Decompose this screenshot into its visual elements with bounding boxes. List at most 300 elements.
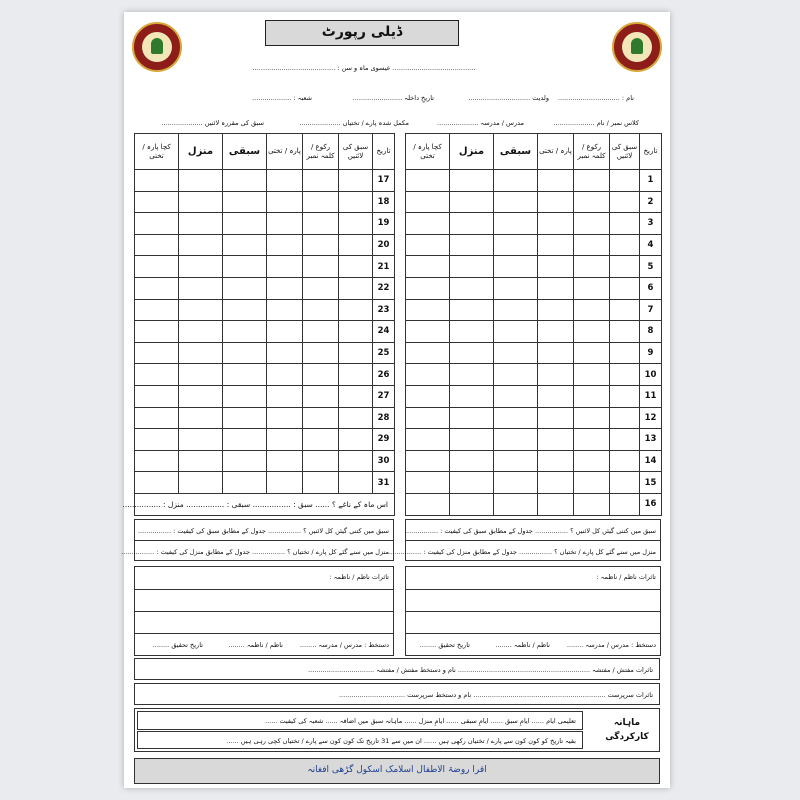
absence-row: اس ماہ کے ناغے ؟ ...... سبق : ................ سبقی : ................ منزل : ................ bbox=[135, 493, 395, 515]
day-number: 15 bbox=[640, 472, 662, 494]
table-row bbox=[135, 385, 395, 407]
table-row bbox=[406, 364, 662, 386]
monthly-label: ماہانہ کارکردگی bbox=[605, 718, 649, 742]
entry-cell[interactable] bbox=[574, 321, 610, 343]
table-row bbox=[135, 277, 395, 299]
entry-cell[interactable] bbox=[303, 170, 339, 192]
entry-cell[interactable] bbox=[610, 321, 640, 343]
entry-cell[interactable] bbox=[303, 450, 339, 472]
school-logo-right bbox=[612, 22, 662, 72]
entry-cell[interactable] bbox=[538, 364, 574, 386]
entry-cell[interactable] bbox=[450, 321, 494, 343]
entry-cell[interactable] bbox=[538, 191, 574, 213]
day-number: 21 bbox=[373, 256, 395, 278]
table-row bbox=[406, 191, 662, 213]
entry-cell[interactable] bbox=[494, 256, 538, 278]
entry-cell[interactable] bbox=[223, 213, 267, 235]
entry-cell[interactable] bbox=[450, 385, 494, 407]
table-row bbox=[135, 429, 395, 451]
monthly-line1-box bbox=[137, 711, 583, 730]
entry-cell[interactable] bbox=[135, 385, 179, 407]
head-remarks-right: تاثرات ناظم / ناظمہ : bbox=[596, 573, 656, 581]
entry-cell[interactable] bbox=[339, 213, 373, 235]
table-row bbox=[406, 170, 662, 192]
guardian-box bbox=[134, 683, 660, 705]
entry-cell[interactable] bbox=[179, 472, 223, 494]
entry-cell[interactable] bbox=[303, 472, 339, 494]
col-ruku: رکوع / کلمہ نمبر bbox=[574, 134, 610, 170]
sign-teacher-left: دستخط : مدرس / مدرسہ ........ bbox=[299, 641, 389, 649]
entry-cell[interactable] bbox=[574, 342, 610, 364]
entry-cell[interactable] bbox=[406, 234, 450, 256]
entry-cell[interactable] bbox=[267, 450, 303, 472]
entry-cell[interactable] bbox=[494, 429, 538, 451]
entry-cell[interactable] bbox=[406, 170, 450, 192]
day-number: 25 bbox=[373, 342, 395, 364]
table-row bbox=[406, 299, 662, 321]
entry-cell[interactable] bbox=[179, 385, 223, 407]
day-number: 13 bbox=[640, 429, 662, 451]
father-field: ولدیت .............................. bbox=[468, 94, 549, 102]
entry-cell[interactable] bbox=[538, 493, 574, 515]
entry-cell[interactable] bbox=[267, 342, 303, 364]
entry-cell[interactable] bbox=[494, 191, 538, 213]
entry-cell[interactable] bbox=[574, 429, 610, 451]
guardian-line: تاثرات سرپرست ................................................................ نام و دستخط سرپرست ................................ bbox=[338, 691, 653, 699]
monthly-box bbox=[134, 708, 660, 752]
day-number: 22 bbox=[373, 277, 395, 299]
entry-cell[interactable] bbox=[339, 191, 373, 213]
entry-cell[interactable] bbox=[494, 170, 538, 192]
entry-cell[interactable] bbox=[339, 407, 373, 429]
day-number: 27 bbox=[373, 385, 395, 407]
entry-cell[interactable] bbox=[267, 191, 303, 213]
entry-cell[interactable] bbox=[610, 493, 640, 515]
entry-cell[interactable] bbox=[450, 277, 494, 299]
table-row bbox=[135, 191, 395, 213]
day-number: 30 bbox=[373, 450, 395, 472]
entry-cell[interactable] bbox=[406, 450, 450, 472]
entry-cell[interactable] bbox=[223, 256, 267, 278]
school-name: اقرا روضۃ الاطفال اسلامک اسکول گڑھی افغانہ bbox=[307, 765, 487, 775]
year-month-field: ........................................ عیسوی ماہ و سن : ........................................ bbox=[252, 64, 476, 72]
entry-cell[interactable] bbox=[574, 472, 610, 494]
table-row bbox=[406, 472, 662, 494]
entry-cell[interactable] bbox=[450, 234, 494, 256]
entry-cell[interactable] bbox=[538, 299, 574, 321]
entry-cell[interactable] bbox=[538, 385, 574, 407]
table-row bbox=[406, 450, 662, 472]
entry-cell[interactable] bbox=[223, 321, 267, 343]
monthly-line2-box bbox=[137, 731, 583, 749]
entry-cell[interactable] bbox=[267, 321, 303, 343]
entry-cell[interactable] bbox=[406, 342, 450, 364]
entry-cell[interactable] bbox=[610, 429, 640, 451]
entry-cell[interactable] bbox=[450, 450, 494, 472]
notes-box-left bbox=[121, 519, 394, 561]
entry-cell[interactable] bbox=[303, 385, 339, 407]
entry-cell[interactable] bbox=[538, 234, 574, 256]
entry-cell[interactable] bbox=[223, 364, 267, 386]
entry-cell[interactable] bbox=[574, 407, 610, 429]
entry-cell[interactable] bbox=[406, 429, 450, 451]
entry-cell[interactable] bbox=[574, 493, 610, 515]
entry-cell[interactable] bbox=[267, 472, 303, 494]
completed-field: مکمل شدہ پارے / تختیاں .................... bbox=[299, 119, 409, 127]
table-row bbox=[406, 429, 662, 451]
entry-cell[interactable] bbox=[494, 321, 538, 343]
day-number: 26 bbox=[373, 364, 395, 386]
entry-cell[interactable] bbox=[538, 170, 574, 192]
entry-cell[interactable] bbox=[223, 450, 267, 472]
entry-cell[interactable] bbox=[406, 299, 450, 321]
entry-cell[interactable] bbox=[179, 429, 223, 451]
day-number: 17 bbox=[373, 170, 395, 192]
sign-examiner-right: تاریخ تحقیق ........ bbox=[419, 641, 470, 649]
entry-cell[interactable] bbox=[267, 213, 303, 235]
entry-cell[interactable] bbox=[223, 191, 267, 213]
entry-cell[interactable] bbox=[339, 429, 373, 451]
entry-cell[interactable] bbox=[494, 234, 538, 256]
col-date: تاریخ bbox=[373, 134, 395, 170]
entry-cell[interactable] bbox=[610, 299, 640, 321]
col-date: تاریخ bbox=[640, 134, 662, 170]
entry-cell[interactable] bbox=[494, 213, 538, 235]
entry-cell[interactable] bbox=[339, 299, 373, 321]
entry-cell[interactable] bbox=[135, 213, 179, 235]
table-row bbox=[135, 450, 395, 472]
entry-cell[interactable] bbox=[135, 191, 179, 213]
entry-cell[interactable] bbox=[135, 429, 179, 451]
entry-cell[interactable] bbox=[179, 364, 223, 386]
entry-cell[interactable] bbox=[610, 385, 640, 407]
entry-cell[interactable] bbox=[610, 450, 640, 472]
day-number: 12 bbox=[640, 407, 662, 429]
entry-cell[interactable] bbox=[406, 364, 450, 386]
table-row bbox=[135, 213, 395, 235]
sign-head-right: ناظم / ناظمہ ........ bbox=[495, 641, 550, 649]
entry-cell[interactable] bbox=[574, 299, 610, 321]
day-number: 16 bbox=[640, 493, 662, 515]
entry-cell[interactable] bbox=[610, 256, 640, 278]
entry-cell[interactable] bbox=[303, 342, 339, 364]
entry-cell[interactable] bbox=[179, 213, 223, 235]
day-number: 4 bbox=[640, 234, 662, 256]
sign-teacher-right: دستخط : مدرس / مدرسہ ........ bbox=[566, 641, 656, 649]
entry-cell[interactable] bbox=[303, 299, 339, 321]
col-ruku: رکوع / کلمہ نمبر bbox=[303, 134, 339, 170]
table-row bbox=[406, 407, 662, 429]
entry-cell[interactable] bbox=[450, 472, 494, 494]
entry-cell[interactable] bbox=[179, 299, 223, 321]
entry-cell[interactable] bbox=[450, 213, 494, 235]
entry-cell[interactable] bbox=[135, 299, 179, 321]
report-sheet bbox=[121, 12, 670, 788]
entry-cell[interactable] bbox=[223, 342, 267, 364]
table-row bbox=[135, 170, 395, 192]
remarks-box-left bbox=[134, 566, 394, 656]
entry-cell[interactable] bbox=[450, 342, 494, 364]
day-number: 20 bbox=[373, 234, 395, 256]
entry-cell[interactable] bbox=[135, 407, 179, 429]
entry-cell[interactable] bbox=[494, 493, 538, 515]
entry-cell[interactable] bbox=[179, 450, 223, 472]
entry-cell[interactable] bbox=[267, 385, 303, 407]
entry-cell[interactable] bbox=[494, 385, 538, 407]
entry-cell[interactable] bbox=[538, 277, 574, 299]
entry-cell[interactable] bbox=[267, 277, 303, 299]
entry-cell[interactable] bbox=[267, 170, 303, 192]
entry-cell[interactable] bbox=[223, 407, 267, 429]
entry-cell[interactable] bbox=[406, 472, 450, 494]
entry-cell[interactable] bbox=[223, 472, 267, 494]
entry-cell[interactable] bbox=[406, 256, 450, 278]
entry-cell[interactable] bbox=[223, 385, 267, 407]
entry-cell[interactable] bbox=[135, 472, 179, 494]
attendance-table-right bbox=[405, 133, 662, 516]
note-right-1: سبق میں کتنی گیئں کل لائنیں ؟ ................ جدول کے مطابق سبق کی کیفیت : ................ bbox=[404, 527, 656, 535]
entry-cell[interactable] bbox=[494, 450, 538, 472]
entry-cell[interactable] bbox=[339, 472, 373, 494]
table-row bbox=[135, 234, 395, 256]
entry-cell[interactable] bbox=[450, 299, 494, 321]
table-row bbox=[406, 277, 662, 299]
entry-cell[interactable] bbox=[450, 191, 494, 213]
entry-cell[interactable] bbox=[494, 407, 538, 429]
entry-cell[interactable] bbox=[179, 407, 223, 429]
entry-cell[interactable] bbox=[303, 321, 339, 343]
entry-cell[interactable] bbox=[135, 277, 179, 299]
entry-cell[interactable] bbox=[610, 364, 640, 386]
entry-cell[interactable] bbox=[574, 256, 610, 278]
teacher-field: مدرس / مدرسہ .................... bbox=[437, 119, 524, 127]
day-number: 2 bbox=[640, 191, 662, 213]
table-row bbox=[406, 342, 662, 364]
entry-cell[interactable] bbox=[303, 364, 339, 386]
day-number: 7 bbox=[640, 299, 662, 321]
day-number: 5 bbox=[640, 256, 662, 278]
day-number: 24 bbox=[373, 321, 395, 343]
table-row bbox=[135, 299, 395, 321]
table-row bbox=[135, 407, 395, 429]
day-number: 1 bbox=[640, 170, 662, 192]
day-number: 6 bbox=[640, 277, 662, 299]
entry-cell[interactable] bbox=[494, 364, 538, 386]
entry-cell[interactable] bbox=[450, 429, 494, 451]
entry-cell[interactable] bbox=[538, 321, 574, 343]
entry-cell[interactable] bbox=[610, 234, 640, 256]
entry-cell[interactable] bbox=[339, 321, 373, 343]
entry-cell[interactable] bbox=[223, 170, 267, 192]
entry-cell[interactable] bbox=[494, 472, 538, 494]
entry-cell[interactable] bbox=[179, 234, 223, 256]
day-number: 18 bbox=[373, 191, 395, 213]
department-field: شعبہ : ................... bbox=[252, 94, 312, 102]
entry-cell[interactable] bbox=[450, 170, 494, 192]
entry-cell[interactable] bbox=[610, 472, 640, 494]
col-kacha: کچا پارہ / تختی bbox=[135, 134, 179, 170]
col-manzil: منزل bbox=[179, 134, 223, 170]
entry-cell[interactable] bbox=[223, 299, 267, 321]
entry-cell[interactable] bbox=[303, 256, 339, 278]
note-right-2: منزل میں سنے گئے کل پارے / تختیاں ؟ ................ جدول کے مطابق منزل کی کیفیت : ................ bbox=[388, 548, 656, 556]
col-kacha: کچا پارہ / تختی bbox=[406, 134, 450, 170]
entry-cell[interactable] bbox=[538, 472, 574, 494]
table-row bbox=[406, 256, 662, 278]
col-sabqi: سبقی bbox=[223, 134, 267, 170]
entry-cell[interactable] bbox=[494, 342, 538, 364]
entry-cell[interactable] bbox=[406, 493, 450, 515]
entry-cell[interactable] bbox=[406, 213, 450, 235]
entry-cell[interactable] bbox=[406, 385, 450, 407]
entry-cell[interactable] bbox=[135, 256, 179, 278]
entry-cell[interactable] bbox=[339, 385, 373, 407]
entry-cell[interactable] bbox=[339, 342, 373, 364]
entry-cell[interactable] bbox=[610, 277, 640, 299]
entry-cell[interactable] bbox=[339, 277, 373, 299]
entry-cell[interactable] bbox=[267, 234, 303, 256]
entry-cell[interactable] bbox=[574, 277, 610, 299]
day-number: 23 bbox=[373, 299, 395, 321]
entry-cell[interactable] bbox=[223, 429, 267, 451]
entry-cell[interactable] bbox=[538, 450, 574, 472]
day-number: 8 bbox=[640, 321, 662, 343]
entry-cell[interactable] bbox=[450, 493, 494, 515]
entry-cell[interactable] bbox=[574, 170, 610, 192]
entry-cell[interactable] bbox=[450, 364, 494, 386]
col-lesson: سبق کی لائنیں bbox=[610, 134, 640, 170]
entry-cell[interactable] bbox=[610, 170, 640, 192]
entry-cell[interactable] bbox=[339, 234, 373, 256]
entry-cell[interactable] bbox=[406, 321, 450, 343]
note-left-2: منزل میں سنے گئے کل پارے / تختیاں ؟ ................ جدول کے مطابق منزل کی کیفیت : ................ bbox=[121, 548, 389, 556]
monthly-line1: تعلیمی ایام ...... ایامِ سبق ...... ایامِ سبقی ...... ایامِ منزل ...... ماہانہ سبق میں اضافہ ...... شعبہ کی کیفیت ...... bbox=[265, 717, 576, 725]
entry-cell[interactable] bbox=[179, 342, 223, 364]
table-row bbox=[135, 256, 395, 278]
entry-cell[interactable] bbox=[406, 277, 450, 299]
entry-cell[interactable] bbox=[179, 256, 223, 278]
table-row bbox=[135, 364, 395, 386]
entry-cell[interactable] bbox=[574, 234, 610, 256]
entry-cell[interactable] bbox=[303, 191, 339, 213]
day-number: 19 bbox=[373, 213, 395, 235]
notes-box-right bbox=[388, 519, 661, 561]
entry-cell[interactable] bbox=[135, 342, 179, 364]
entry-cell[interactable] bbox=[135, 321, 179, 343]
table-row bbox=[406, 385, 662, 407]
table-row bbox=[406, 234, 662, 256]
sign-examiner-left: تاریخ تحقیق ........ bbox=[152, 641, 203, 649]
remarks-box-right bbox=[405, 566, 661, 656]
entry-cell[interactable] bbox=[494, 277, 538, 299]
col-para: پارہ / تختی bbox=[538, 134, 574, 170]
entry-cell[interactable] bbox=[406, 407, 450, 429]
entry-cell[interactable] bbox=[135, 234, 179, 256]
entry-cell[interactable] bbox=[303, 277, 339, 299]
entry-cell[interactable] bbox=[538, 342, 574, 364]
name-field: نام : .............................. bbox=[557, 94, 634, 102]
footer-banner bbox=[134, 758, 660, 784]
entry-cell[interactable] bbox=[494, 299, 538, 321]
entry-cell[interactable] bbox=[267, 256, 303, 278]
table-row bbox=[406, 321, 662, 343]
entry-cell[interactable] bbox=[267, 429, 303, 451]
sign-head-left: ناظم / ناظمہ ........ bbox=[228, 641, 283, 649]
entry-cell[interactable] bbox=[179, 170, 223, 192]
monthly-line2: بقیہ تاریخ کو کون کون سے پارے / تختیاں رکھی ہیں ...... ان میں سے 31 تاریخ تک کون کون سے پارے / تختیاں کچی رہی ہیں ...... bbox=[226, 737, 576, 745]
col-manzil: منزل bbox=[450, 134, 494, 170]
entry-cell[interactable] bbox=[450, 256, 494, 278]
entry-cell[interactable] bbox=[179, 191, 223, 213]
col-para: پارہ / تختی bbox=[267, 134, 303, 170]
entry-cell[interactable] bbox=[406, 191, 450, 213]
entry-cell[interactable] bbox=[179, 321, 223, 343]
entry-cell[interactable] bbox=[574, 364, 610, 386]
entry-cell[interactable] bbox=[538, 256, 574, 278]
day-number: 3 bbox=[640, 213, 662, 235]
day-number: 29 bbox=[373, 429, 395, 451]
entry-cell[interactable] bbox=[267, 407, 303, 429]
entry-cell[interactable] bbox=[339, 364, 373, 386]
note-left-1: سبق میں کتنی گیئں کل لائنیں ؟ ................ جدول کے مطابق سبق کی کیفیت : ................ bbox=[137, 527, 389, 535]
col-sabqi: سبقی bbox=[494, 134, 538, 170]
entry-cell[interactable] bbox=[267, 299, 303, 321]
entry-cell[interactable] bbox=[303, 429, 339, 451]
entry-cell[interactable] bbox=[574, 213, 610, 235]
entry-cell[interactable] bbox=[574, 191, 610, 213]
entry-cell[interactable] bbox=[135, 450, 179, 472]
table-row bbox=[406, 493, 662, 515]
entry-cell[interactable] bbox=[303, 234, 339, 256]
entry-cell[interactable] bbox=[574, 450, 610, 472]
table-row bbox=[406, 213, 662, 235]
day-number: 28 bbox=[373, 407, 395, 429]
entry-cell[interactable] bbox=[303, 213, 339, 235]
entry-cell[interactable] bbox=[339, 256, 373, 278]
day-number: 10 bbox=[640, 364, 662, 386]
day-number: 9 bbox=[640, 342, 662, 364]
entry-cell[interactable] bbox=[223, 277, 267, 299]
inspector-box bbox=[134, 658, 660, 680]
entry-cell[interactable] bbox=[135, 364, 179, 386]
entry-cell[interactable] bbox=[179, 277, 223, 299]
entry-cell[interactable] bbox=[303, 407, 339, 429]
entry-cell[interactable] bbox=[610, 213, 640, 235]
table-row bbox=[135, 472, 395, 494]
entry-cell[interactable] bbox=[538, 407, 574, 429]
col-lesson: سبق کی لائنیں bbox=[339, 134, 373, 170]
day-number: 11 bbox=[640, 385, 662, 407]
entry-cell[interactable] bbox=[223, 234, 267, 256]
inspector-line: تاثرات مفتش / مفتشہ ................................................................ نام و دستخط مفتش / مفتشہ ................................ bbox=[308, 666, 653, 674]
entry-cell[interactable] bbox=[610, 342, 640, 364]
entry-cell[interactable] bbox=[574, 385, 610, 407]
entry-cell[interactable] bbox=[610, 191, 640, 213]
admission-date-field: تاریخِ داخلہ ........................ bbox=[352, 94, 434, 102]
table-row bbox=[135, 321, 395, 343]
table-row bbox=[135, 342, 395, 364]
entry-cell[interactable] bbox=[538, 213, 574, 235]
day-number: 31 bbox=[373, 472, 395, 494]
entry-cell[interactable] bbox=[339, 450, 373, 472]
entry-cell[interactable] bbox=[538, 429, 574, 451]
day-number: 14 bbox=[640, 450, 662, 472]
entry-cell[interactable] bbox=[610, 407, 640, 429]
entry-cell[interactable] bbox=[135, 170, 179, 192]
entry-cell[interactable] bbox=[267, 364, 303, 386]
entry-cell[interactable] bbox=[450, 407, 494, 429]
entry-cell[interactable] bbox=[339, 170, 373, 192]
